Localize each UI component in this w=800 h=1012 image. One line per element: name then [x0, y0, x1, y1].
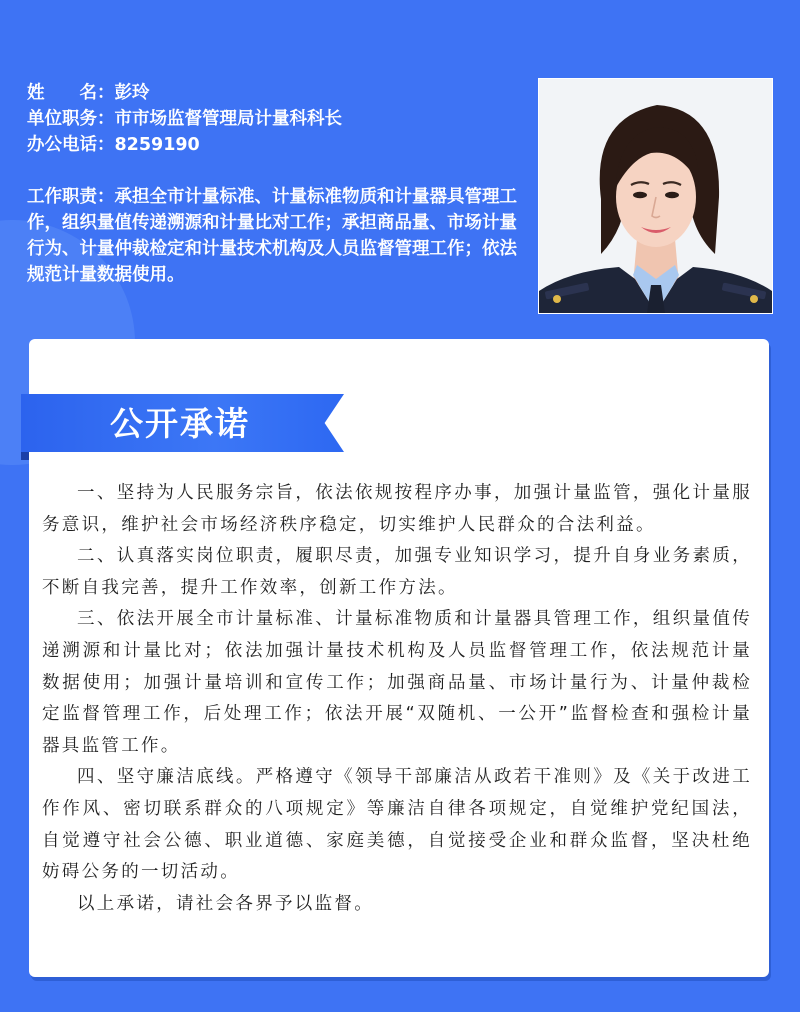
- portrait-illustration: [539, 79, 772, 313]
- position-label: 单位职务：: [27, 109, 115, 129]
- portrait-photo: [539, 79, 772, 313]
- phone-label: 办公电话：: [27, 135, 115, 155]
- position-value: 市市场监督管理局计量科科长: [114, 109, 342, 129]
- name-label: 姓 名：: [27, 83, 115, 103]
- ribbon-fold: [21, 452, 29, 460]
- commitment-paragraph-1: 一、坚持为人民服务宗旨，依法依规按程序办事，加强计量监管，强化计量服务意识，维护社会市场经济秩序稳定，切实维护人民群众的合法利益。: [42, 483, 752, 535]
- phone-row: [27, 132, 517, 158]
- commitment-paragraph-3: 三、依法开展全市计量标准、计量标准物质和计量器具管理工作，组织量值传递溯源和计量比对；依法加强计量技术机构及人员监督管理工作，依法规范计量数据使用；加强计量培训和宣传工作；加强商品量、市场计量行为、计量仲裁检定监督管理工作，后处理工作；依法开展“双随机、一公开”监督检查和强检计量器具监管工作。: [42, 609, 752, 756]
- commitment-closing: 以上承诺，请社会各界予以监督。: [77, 893, 374, 914]
- position-row: [27, 106, 517, 132]
- section-title: 公开承诺: [110, 404, 250, 443]
- name-row: [27, 80, 517, 106]
- profile-info: [27, 80, 517, 288]
- commitment-text: [42, 478, 752, 920]
- duties-block: [27, 184, 517, 288]
- commitment-paragraph-4: 四、坚守廉洁底线。严格遵守《领导干部廉洁从政若干准则》及《关于改进工作作风、密切联系群众的八项规定》等廉洁自律各项规定，自觉维护党纪国法，自觉遵守社会公德、职业道德、家庭美德，自觉接受企业和群众监督，坚决杜绝妨碍公务的一切活动。: [42, 767, 752, 883]
- commitment-paragraph-2: 二、认真落实岗位职责，履职尽责，加强专业知识学习，提升自身业务素质，不断自我完善，提升工作效率，创新工作方法。: [42, 546, 752, 598]
- duties-label: 工作职责：: [27, 187, 115, 207]
- duties-text: 承担全市计量标准、计量标准物质和计量器具管理工作，组织量值传递溯源和计量比对工作；承担商品量、市场计量行为、计量仲裁检定和计量技术机构及人员监督管理工作；依法规范计量数据使用。: [27, 187, 517, 285]
- phone-value: 8259190: [114, 135, 200, 155]
- name-value: 彭玲: [114, 83, 150, 103]
